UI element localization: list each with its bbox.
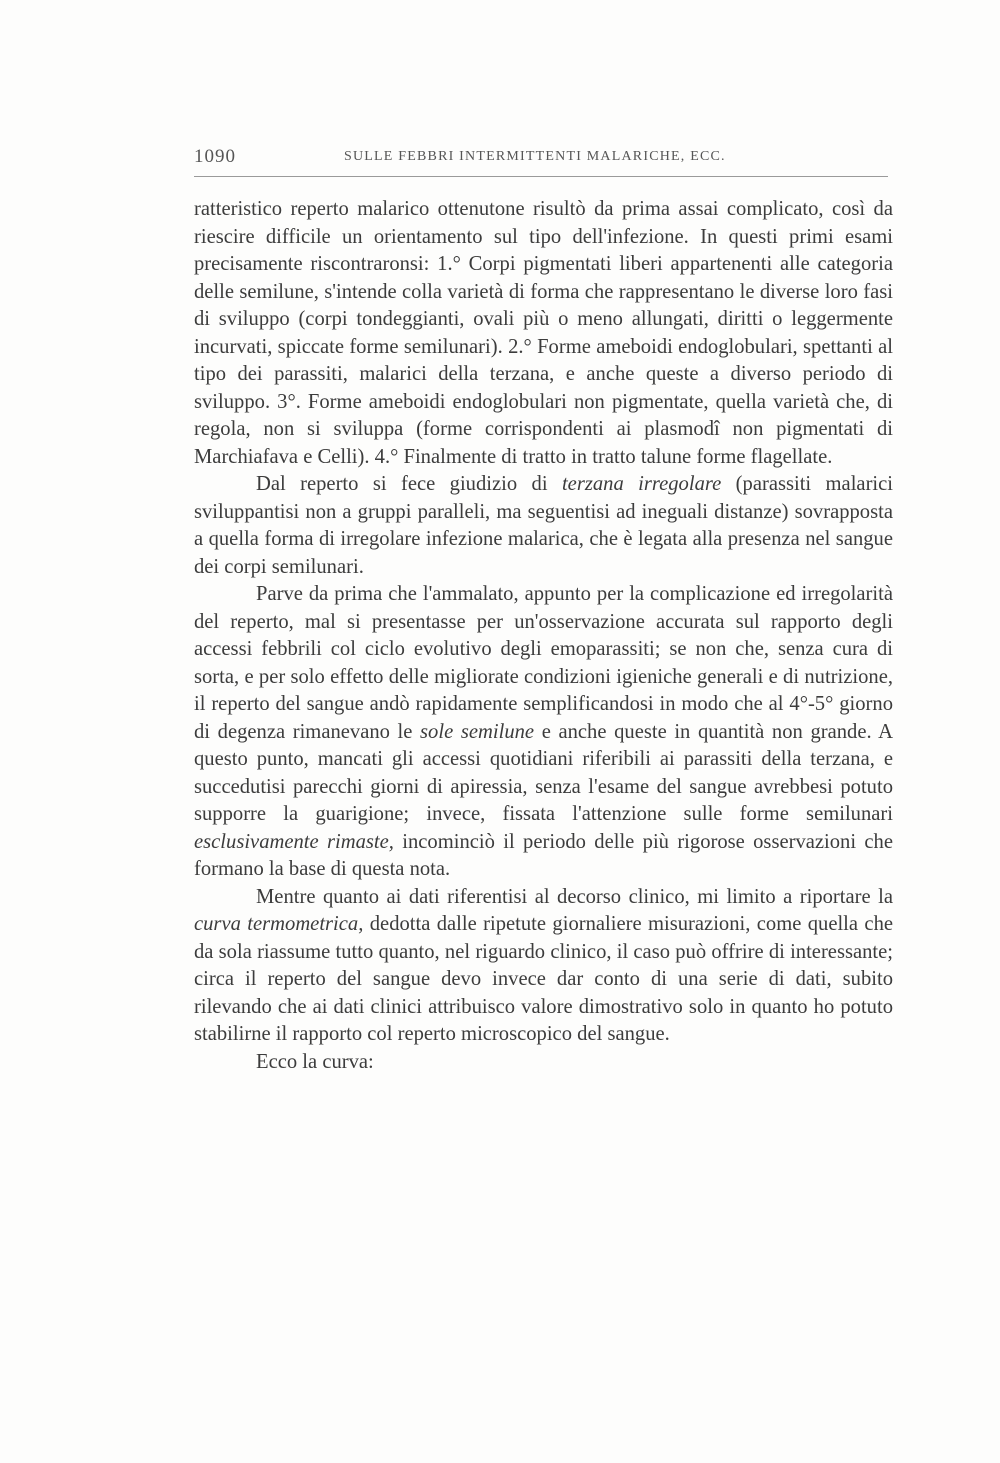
- paragraph-2-text-a: Dal reperto si fece giudizio di: [256, 473, 562, 495]
- paragraph-2: [194, 471, 893, 581]
- body-text: [194, 196, 893, 1076]
- paragraph-4-text-b: dedotta dalle ripetute giornaliere misurazioni, come quella che da sola riassume tutto quanto, nel riguardo clinico, il caso può offrire di interessante; circa il reperto del sangue devo invece dar conto di una serie di dati, subito rilevando che ai dati clinici attribuisco valore dimostrativo solo in quanto ho potuto stabilirne il rapporto col reperto microscopico del sangue.: [194, 913, 894, 1045]
- running-title: SULLE FEBBRI INTERMITTENTI MALARICHE, ECC.: [344, 149, 726, 164]
- paragraph-3-italic-2: esclusivamente rimaste,: [194, 830, 394, 853]
- paragraph-5: [194, 1049, 893, 1077]
- paragraph-4-italic: curva termometrica,: [194, 913, 364, 935]
- page-number: 1090: [194, 146, 236, 167]
- paragraph-2-text-b: (parassiti malarici sviluppantisi non a gruppi paralleli, ma seguentisi ad ineguali distanze) sovrapposta a quella forma di irregolare infezione malarica, che è legata alla presenza nel sangue dei corpi semilunari.: [194, 473, 894, 578]
- paragraph-3-italic-1: sole semilune: [420, 720, 535, 743]
- paragraph-3-text-c: incominciò il periodo delle più rigorose osservazioni che formano la base di questa nota.: [194, 830, 893, 880]
- paragraph-4: [194, 884, 893, 1049]
- paragraph-3-text-b: e anche queste in quantità non grande. A questo punto, mancati gli accessi quotidiani riferibili ai parassiti della terzana, e succedutisi parecchi giorni di apiressia, senza l'esame del sangue avrebbesi potuto supporre la guarigione; invece, fissata l'attenzione sulle forme semilunari: [194, 720, 893, 825]
- page-header: [194, 146, 888, 177]
- paragraph-2-italic: terzana irregolare: [561, 473, 722, 495]
- paragraph-3: [194, 581, 893, 884]
- paragraph-1: [194, 196, 893, 471]
- paragraph-1-text: ratteristico reperto malarico ottenutone risultò da prima assai complicato, così da riescire difficile un orientamento sul tipo dell'infezione. In questi primi esami precisamente riscontraronsi: 1.° Corpi pigmentati liberi appartenenti alle categoria delle semilune, s'intende colla varietà di forma che rappresentano le diverse loro fasi di sviluppo (corpi tondeggianti, ovali più o meno allungati, diritti o leggermente incurvati, spiccate forme semilunari). 2.° Forme ameboidi endoglobulari, spettanti al tipo dei parassiti, malarici della terzana, e anche queste a diverso periodo di sviluppo. 3°. Forme ameboidi endoglobulari non pigmentate, quella varietà che, di regola, non si sviluppa (forme corrispondenti ai plasmodî non pigmentati di Marchiafava e Celli). 4.° Finalmente di tratto in tratto talune forme flagellate.: [194, 198, 893, 468]
- paragraph-5-text: Ecco la curva:: [256, 1050, 374, 1073]
- paragraph-3-text-a: Parve da prima che l'ammalato, appunto per la complicazione ed irregolarità del reperto, mal si presentasse per un'osservazione accurata sul rapporto degli accessi febbrili col ciclo evolutivo degli emoparassiti; se non che, senza cura di sorta, e per solo effetto delle migliorate condizioni igieniche generali e di nutrizione, il reperto del sangue andò rapidamente semplificandosi in modo che al 4°-5° giorno di degenza rimanevano le: [194, 583, 893, 743]
- paragraph-4-text-a: Mentre quanto ai dati riferentisi al decorso clinico, mi limito a riportare la: [256, 885, 893, 908]
